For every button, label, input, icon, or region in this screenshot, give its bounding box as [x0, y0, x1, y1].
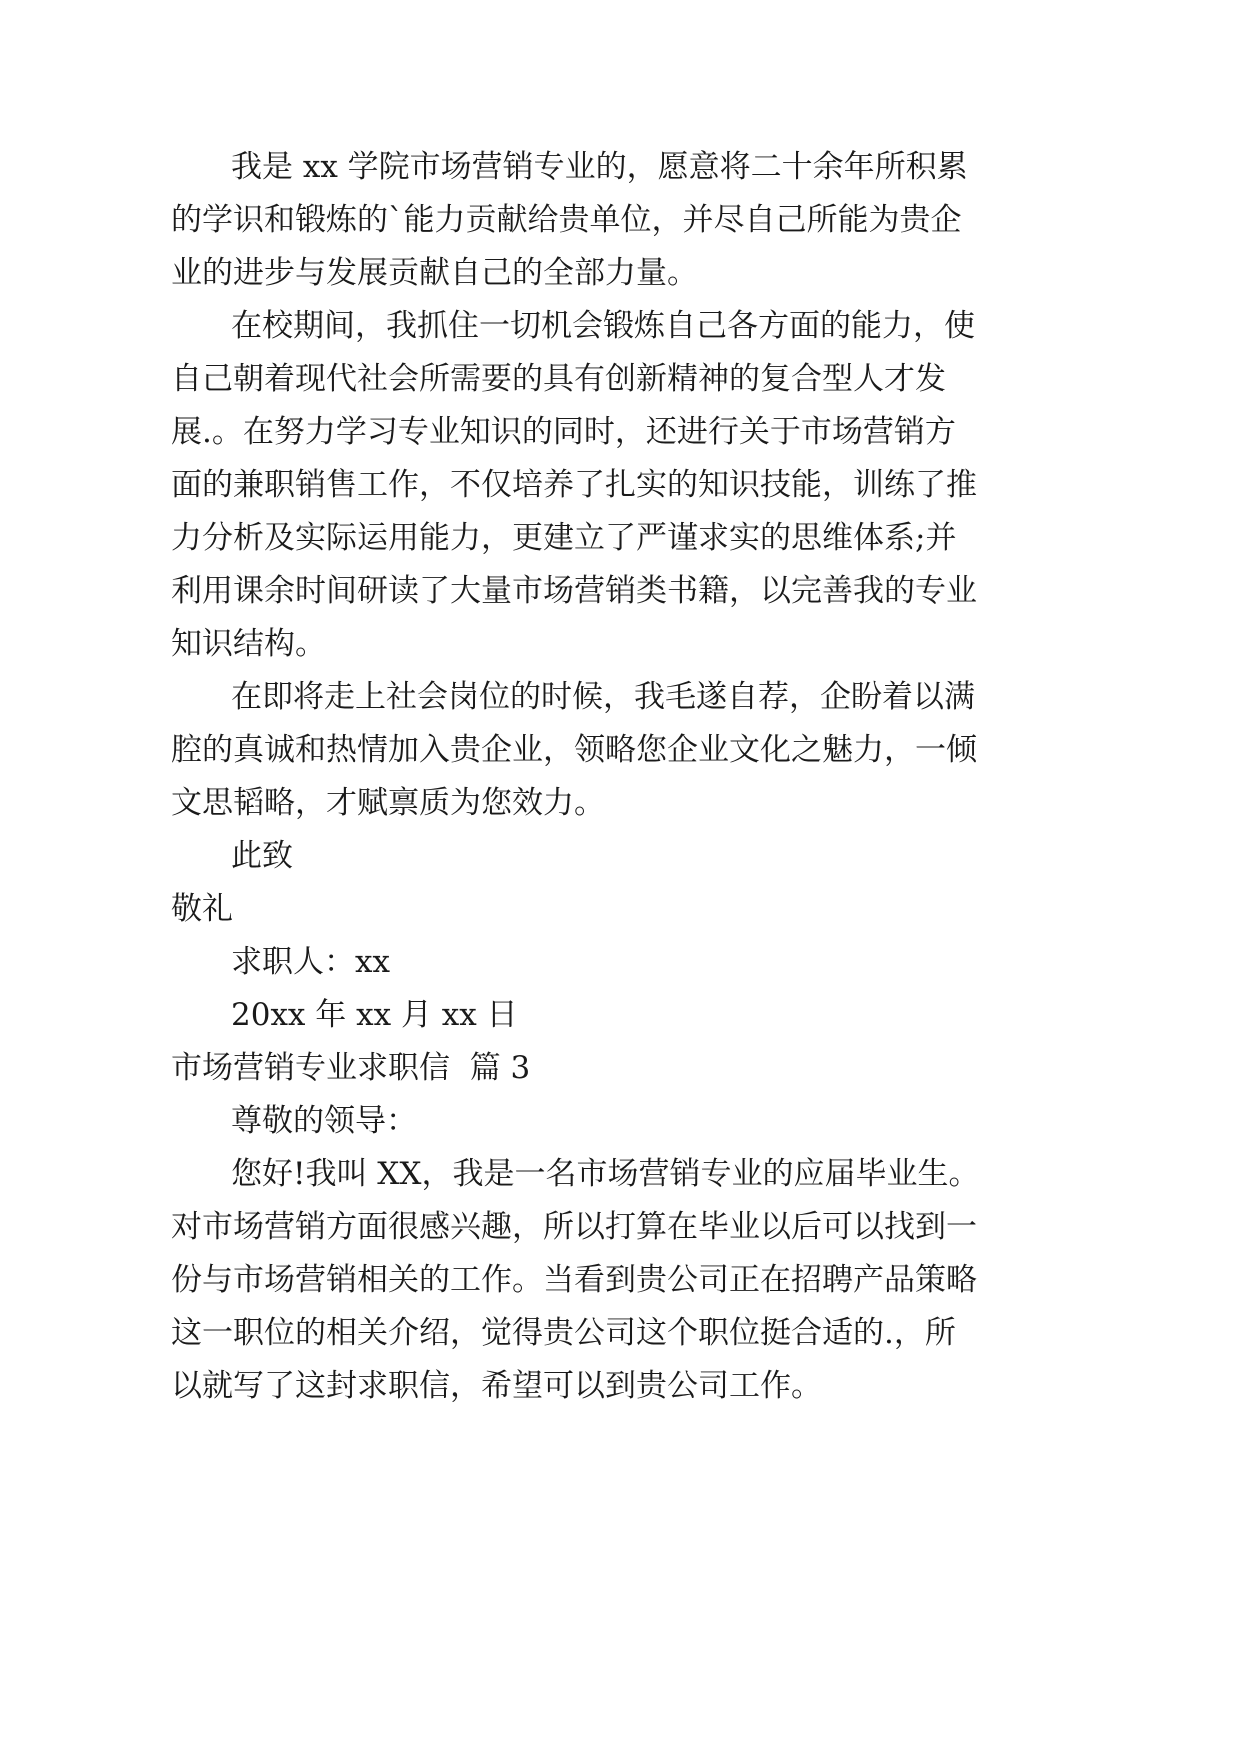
- applicant-signature: 求职人：xx: [231, 944, 390, 980]
- paragraph3-line1: 在即将走上社会岗位的时候，我毛遂自荐，企盼着以满: [231, 679, 975, 715]
- closing-salutation: 此致: [231, 838, 293, 874]
- paragraph2-line6: 利用课余时间研读了大量市场营销类书籍，以完善我的专业: [171, 573, 977, 609]
- paragraph2-line4: 面的兼职销售工作，不仅培养了扎实的知识技能，训练了推: [171, 467, 977, 503]
- paragraph1-line1: 我是 xx 学院市场营销专业的，愿意将二十余年所积累: [231, 149, 968, 185]
- paragraph2-line3: 展.。在努力学习专业知识的同时，还进行关于市场营销方: [171, 414, 956, 450]
- section-heading: 市场营销专业求职信 篇 3: [171, 1050, 531, 1086]
- paragraph1-line2: 的学识和锻炼的`能力贡献给贵单位，并尽自己所能为贵企: [171, 202, 962, 238]
- letter3-line5: 以就写了这封求职信，希望可以到贵公司工作。: [171, 1368, 822, 1404]
- paragraph1-line3: 业的进步与发展贡献自己的全部力量。: [171, 255, 698, 291]
- paragraph2-line1: 在校期间，我抓住一切机会锻炼自己各方面的能力，使: [231, 308, 975, 344]
- paragraph2-line5: 力分析及实际运用能力，更建立了严谨求实的思维体系;并: [171, 520, 957, 556]
- closing-regards: 敬礼: [171, 891, 233, 927]
- letter3-line3: 份与市场营销相关的工作。当看到贵公司正在招聘产品策略: [171, 1262, 977, 1298]
- letter3-line4: 这一职位的相关介绍，觉得贵公司这个职位挺合适的.，所: [171, 1315, 956, 1351]
- letter3-line1: 您好!我叫 XX，我是一名市场营销专业的应届毕业生。: [231, 1156, 980, 1192]
- paragraph3-line2: 腔的真诚和热情加入贵企业，领略您企业文化之魅力，一倾: [171, 732, 977, 768]
- paragraph2-line7: 知识结构。: [171, 626, 326, 662]
- letter3-line2: 对市场营销方面很感兴趣，所以打算在毕业以后可以找到一: [171, 1209, 977, 1245]
- letter-date: 20xx 年 xx 月 xx 日: [231, 997, 518, 1033]
- paragraph3-line3: 文思韬略，才赋禀质为您效力。: [171, 785, 605, 821]
- letter3-greeting: 尊敬的领导：: [231, 1103, 417, 1139]
- paragraph2-line2: 自己朝着现代社会所需要的具有创新精神的复合型人才发: [171, 361, 946, 397]
